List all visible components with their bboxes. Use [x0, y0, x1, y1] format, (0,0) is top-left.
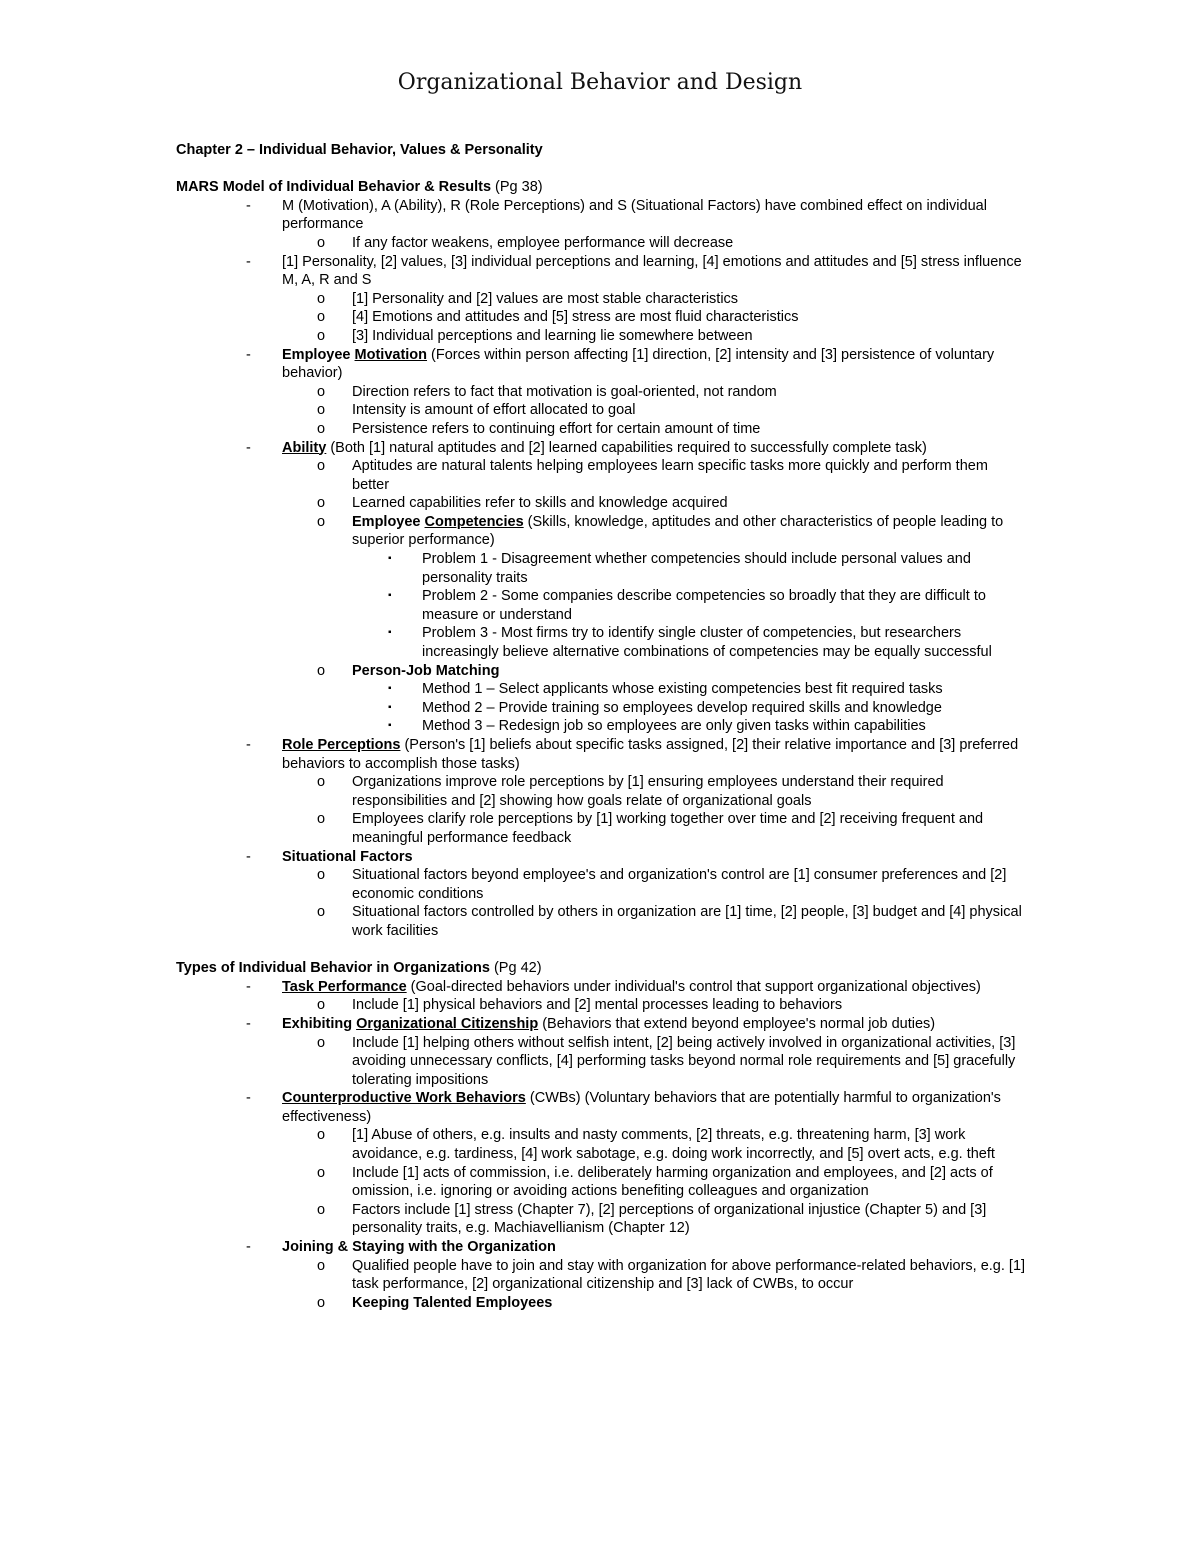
sub-list-item: [176, 308, 1026, 327]
bold-lead-text: Person-Job Matching: [352, 662, 500, 679]
dash-bullet-icon: -: [246, 1015, 251, 1032]
item-text: Include [1] acts of commission, i.e. deliberately harming organization and employees, and [2] acts of omission, i.e. ignoring or avoiding actions benefiting colleagues and organization: [352, 1164, 993, 1200]
item-text: Situational factors controlled by others in organization are [1] time, [2] people, [3] budget and [4] physical work facilities: [352, 904, 1022, 939]
bold-lead-text: Situational Factors: [282, 848, 413, 865]
circle-bullet-icon: o: [317, 1201, 326, 1218]
item-text: Situational factors beyond employee's and organization's control are [1] consumer preferences and [2] economic conditions: [352, 867, 1007, 902]
item-text: (Skills, knowledge, aptitudes and other characteristics of people leading to superior performance): [352, 513, 1004, 549]
key-term: Counterproductive Work Behaviors: [282, 1090, 526, 1107]
list-item: [176, 1238, 1026, 1257]
item-text: Learned capabilities refer to skills and knowledge acquired: [352, 495, 728, 512]
sub-list-item: [176, 903, 1026, 940]
item-text: Include [1] helping others without selfish intent, [2] being actively involved in organizational activities, [3] avoiding unnecessary conflicts, [4] performing tasks beyond normal role requirements and [5] gracefully tolerating impositions: [352, 1034, 1016, 1088]
square-bullet-icon: ▪: [388, 553, 392, 565]
section-heading-text: MARS Model of Individual Behavior & Results: [176, 179, 492, 196]
circle-bullet-icon: o: [317, 234, 326, 251]
dash-bullet-icon: -: [246, 346, 251, 363]
bold-lead-text: Joining & Staying with the Organization: [282, 1239, 556, 1256]
item-text: (Forces within person affecting [1] direction, [2] intensity and [3] persistence of voluntary behavior): [282, 346, 995, 382]
item-text: (Goal-directed behaviors under individual's control that support organizational objectives): [406, 978, 981, 995]
document-title: Organizational Behavior and Design: [397, 70, 803, 95]
dash-bullet-icon: -: [246, 439, 251, 456]
key-term: Role Perceptions: [282, 737, 401, 753]
item-text: [1] Personality and [2] values are most stable characteristics: [352, 290, 739, 307]
sub-list-item: [176, 810, 1026, 847]
list-item: [176, 1089, 1026, 1126]
item-text: M (Motivation), A (Ability), R (Role Perceptions) and S (Situational Factors) have combined effect on individual performance: [282, 197, 987, 233]
sub-list-item: [176, 866, 1026, 903]
sub-list-item: [176, 996, 1026, 1015]
circle-bullet-icon: o: [317, 1034, 326, 1051]
list-item: [176, 253, 1026, 290]
list-item: [176, 346, 1026, 383]
circle-bullet-icon: o: [317, 774, 326, 791]
circle-bullet-icon: o: [317, 513, 326, 530]
bold-lead-text: Employee: [282, 346, 355, 363]
sub-sub-list-item: [176, 550, 1026, 587]
dash-bullet-icon: -: [246, 197, 251, 214]
circle-bullet-icon: o: [317, 383, 326, 400]
sub-sub-list-item: [176, 680, 1026, 699]
sub-list-item: [176, 383, 1026, 402]
sub-list-item: [176, 1201, 1026, 1238]
bold-lead-text: Keeping Talented Employees: [352, 1294, 553, 1311]
circle-bullet-icon: o: [317, 402, 326, 419]
item-text: Aptitudes are natural talents helping employees learn specific tasks more quickly and perform them better: [352, 458, 988, 493]
item-text: Employees clarify role perceptions by [1] working together over time and [2] receiving frequent and meaningful performance feedback: [352, 811, 984, 846]
sub-sub-list-item: [176, 699, 1026, 718]
key-term: Organizational Citizenship: [356, 1015, 539, 1032]
circle-bullet-icon: o: [317, 420, 326, 437]
sub-list-item: [176, 494, 1026, 513]
item-text: If any factor weakens, employee performance will decrease: [352, 234, 734, 251]
sub-list-item: [176, 420, 1026, 439]
item-text: Include [1] physical behaviors and [2] mental processes leading to behaviors: [352, 997, 843, 1014]
sub-list-item: [176, 1034, 1026, 1090]
sub-list-item: [176, 1164, 1026, 1201]
item-text: (CWBs) (Voluntary behaviors that are potentially harmful to organization's effectiveness): [282, 1090, 1001, 1125]
list-item: [176, 197, 1026, 234]
item-text: (Person's [1] beliefs about specific tasks assigned, [2] their relative importance and [3] preferred behaviors to accomplish those tasks): [282, 737, 1019, 772]
bold-lead-text: Employee: [352, 513, 425, 530]
list-item: [176, 848, 1026, 867]
sub-list-item: [176, 457, 1026, 494]
circle-bullet-icon: o: [317, 662, 326, 679]
item-text: Qualified people have to join and stay with organization for above performance-related behaviors, e.g. [1] task performance, [2] organizational citizenship and [3] lack of CWBs, to occur: [352, 1257, 1026, 1293]
circle-bullet-icon: o: [317, 867, 326, 884]
sub-list-item: [176, 773, 1026, 810]
circle-bullet-icon: o: [317, 997, 326, 1014]
item-text: Problem 1 - Disagreement whether competencies should include personal values and personality traits: [422, 551, 971, 586]
circle-bullet-icon: o: [317, 1127, 326, 1144]
sub-list-item: [176, 290, 1026, 309]
square-bullet-icon: ▪: [388, 720, 392, 732]
circle-bullet-icon: o: [317, 1257, 326, 1274]
circle-bullet-icon: o: [317, 495, 326, 512]
item-text: (Behaviors that extend beyond employee's normal job duties): [538, 1015, 936, 1032]
item-text: Direction refers to fact that motivation is goal-oriented, not random: [352, 383, 777, 400]
circle-bullet-icon: o: [317, 458, 326, 475]
circle-bullet-icon: o: [317, 1164, 326, 1181]
sub-list-item: [176, 1257, 1026, 1294]
list-item: [176, 978, 1026, 997]
sub-list-item: [176, 327, 1026, 346]
key-term: Task Performance: [282, 978, 407, 995]
item-text: (Both [1] natural aptitudes and [2] learned capabilities required to successfully complete task): [326, 439, 927, 456]
sub-list-item: [176, 401, 1026, 420]
list-item: [176, 736, 1026, 773]
document-body: [176, 141, 1026, 1312]
sub-list-item: [176, 1294, 1026, 1313]
key-term: Ability: [282, 439, 327, 456]
item-text: [1] Personality, [2] values, [3] individual perceptions and learning, [4] emotions and attitudes and [5] stress influence M, A, R and S: [282, 253, 1022, 289]
square-bullet-icon: ▪: [388, 683, 392, 695]
item-text: Method 2 – Provide training so employees develop required skills and knowledge: [422, 699, 942, 716]
circle-bullet-icon: o: [317, 904, 326, 921]
circle-bullet-icon: o: [317, 1294, 326, 1311]
section-heading: [176, 178, 1026, 197]
item-text: Method 3 – Redesign job so employees are only given tasks within capabilities: [422, 718, 926, 735]
item-text: Problem 3 - Most firms try to identify single cluster of competencies, but researchers increasingly believe alternative combinations of competencies may be equally successful: [422, 625, 992, 661]
sub-list-item: [176, 662, 1026, 681]
dash-bullet-icon: -: [246, 1090, 251, 1107]
dash-bullet-icon: -: [246, 253, 251, 270]
key-term: Motivation: [354, 346, 428, 363]
dash-bullet-icon: -: [246, 848, 251, 865]
section-heading: [176, 959, 1026, 978]
page-reference: (Pg 38): [491, 179, 543, 196]
sub-list-item: [176, 234, 1026, 253]
item-text: [1] Abuse of others, e.g. insults and nasty comments, [2] threats, e.g. threatening harm, [3] work avoidance, e.g. tardiness, [4] work sabotage, e.g. doing work incorrectly, and [5] overt acts, e.g. theft: [352, 1127, 995, 1163]
square-bullet-icon: ▪: [388, 701, 392, 713]
dash-bullet-icon: -: [246, 978, 251, 995]
item-text: Intensity is amount of effort allocated to goal: [352, 402, 636, 419]
section-heading-text: Types of Individual Behavior in Organizations: [176, 960, 490, 977]
item-text: Problem 2 - Some companies describe competencies so broadly that they are difficult to measure or understand: [422, 588, 986, 623]
chapter-heading: Chapter 2 – Individual Behavior, Values & Personality: [176, 142, 543, 158]
item-text: Persistence refers to continuing effort for certain amount of time: [352, 420, 761, 437]
square-bullet-icon: ▪: [388, 590, 392, 602]
list-item: [176, 439, 1026, 458]
item-text: [3] Individual perceptions and learning lie somewhere between: [352, 327, 753, 344]
dash-bullet-icon: -: [246, 1239, 251, 1256]
sub-sub-list-item: [176, 717, 1026, 736]
item-text: Organizations improve role perceptions by [1] ensuring employees understand their required responsibilities and [2] showing how goals relate of organizational goals: [352, 774, 944, 809]
circle-bullet-icon: o: [317, 327, 326, 344]
sub-sub-list-item: [176, 587, 1026, 624]
circle-bullet-icon: o: [317, 290, 326, 307]
key-term: Competencies: [424, 513, 524, 530]
circle-bullet-icon: o: [317, 811, 326, 828]
sub-sub-list-item: [176, 624, 1026, 661]
bold-lead-text: Exhibiting: [282, 1015, 357, 1032]
dash-bullet-icon: -: [246, 737, 251, 753]
page-reference: (Pg 42): [489, 960, 542, 977]
list-item: [176, 1015, 1026, 1034]
sub-list-item: [176, 513, 1026, 550]
item-text: [4] Emotions and attitudes and [5] stress are most fluid characteristics: [352, 309, 799, 326]
square-bullet-icon: ▪: [388, 627, 392, 639]
item-text: Factors include [1] stress (Chapter 7), [2] perceptions of organizational injustice (Chapter 5) and [3] personality traits, e.g. Machiavellianism (Chapter 12): [352, 1201, 987, 1237]
circle-bullet-icon: o: [317, 309, 326, 326]
sub-list-item: [176, 1126, 1026, 1163]
item-text: Method 1 – Select applicants whose existing competencies best fit required tasks: [422, 681, 943, 698]
